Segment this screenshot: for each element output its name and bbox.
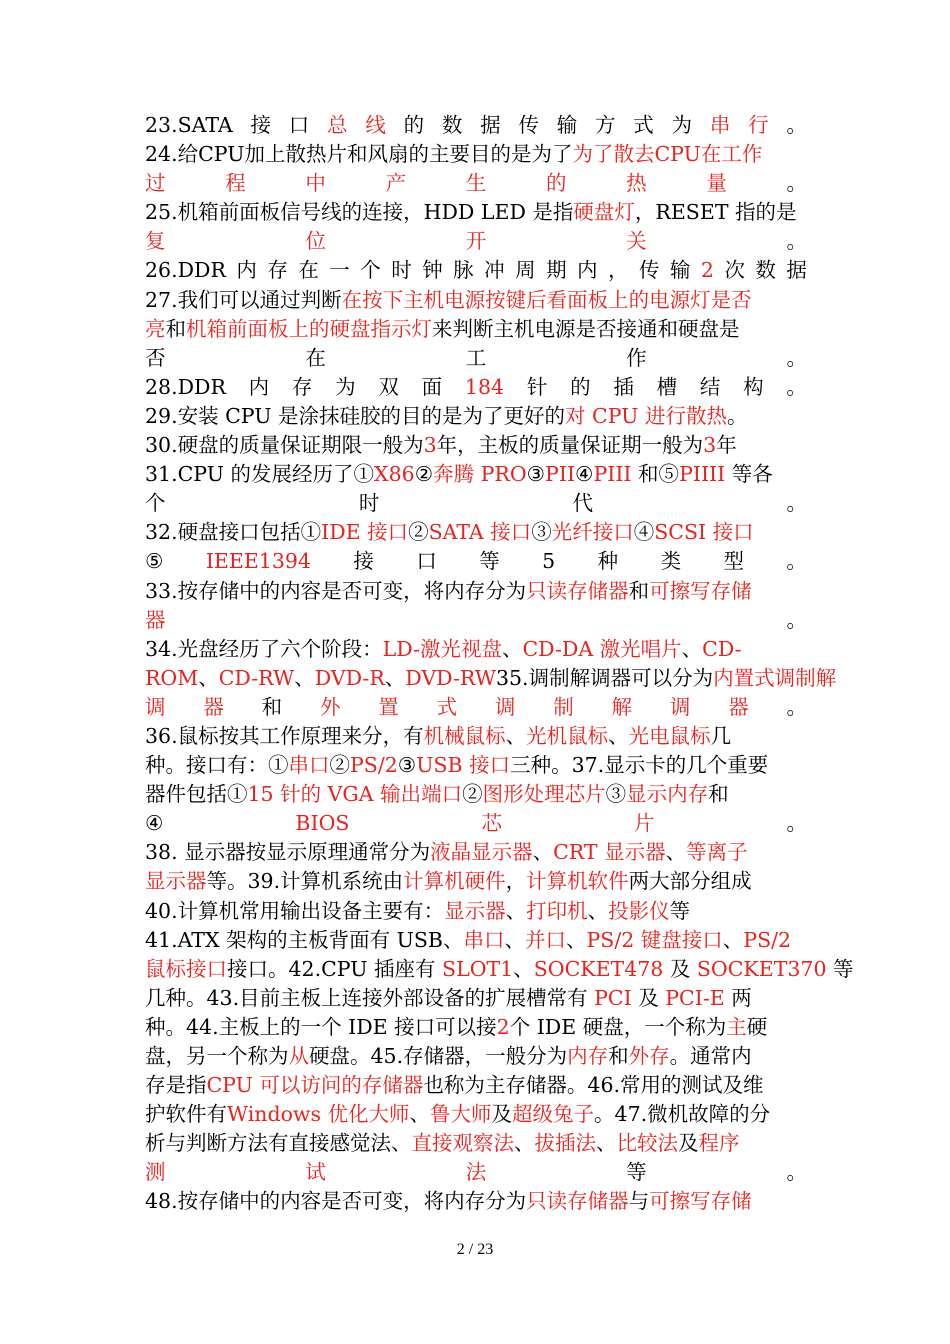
answer-text: 串口 xyxy=(288,753,330,778)
question-text: 口 xyxy=(416,549,437,574)
text-line xyxy=(145,402,807,431)
text-line xyxy=(145,1158,807,1187)
question-text: 等 xyxy=(479,549,500,574)
question-text: 。47.微机故障的分 xyxy=(594,1102,771,1127)
answer-text: 并口 xyxy=(524,927,566,952)
answer-text: 比较法 xyxy=(616,1131,678,1156)
answer-text: 显示器 xyxy=(444,898,506,923)
question-text: 次 xyxy=(724,258,745,283)
text-line xyxy=(145,1187,807,1216)
question-text: ③ xyxy=(531,520,552,545)
answer-text: PCI xyxy=(594,985,632,1010)
answer-text: 图形处理芯片 xyxy=(482,782,606,807)
answer-text: 调 xyxy=(669,694,691,719)
question-text: 种 xyxy=(597,549,619,574)
question-text: 38. 显示器按显示原理通常分为 xyxy=(145,840,431,865)
question-text: 内 xyxy=(577,258,598,283)
question-text: 。 xyxy=(786,171,807,196)
answer-text: 机械鼠标 xyxy=(423,723,506,748)
question-text: 工 xyxy=(465,345,487,370)
text-line xyxy=(145,1071,807,1100)
question-text: 输 xyxy=(556,113,578,137)
text-line xyxy=(145,169,807,198)
answer-text: 计算机硬件 xyxy=(403,869,506,894)
answer-text: SATA 接口 xyxy=(428,520,532,545)
answer-text: 器 xyxy=(203,694,224,719)
text-line xyxy=(145,693,807,722)
question-text: 传 xyxy=(518,113,539,137)
question-text: 种。44.主板上的一个 IDE 接口可以接 xyxy=(145,1014,497,1039)
question-text: 、 xyxy=(608,723,629,748)
question-text: 27.我们可以通过判断 xyxy=(145,287,342,312)
question-text: 型 xyxy=(723,549,744,574)
question-text: 。 xyxy=(726,403,748,428)
question-text: 、 xyxy=(505,723,527,748)
question-text: 接口。42.CPU 插座有 xyxy=(227,956,443,981)
answer-text: 法 xyxy=(465,1160,487,1185)
question-text: 一 xyxy=(329,258,350,283)
question-text: 。 xyxy=(786,549,807,574)
answer-text: IDE 接口 xyxy=(321,520,409,545)
question-text: 硬 xyxy=(746,1014,768,1039)
answer-text: LD-激光视盘 xyxy=(382,636,502,661)
question-text: 33.按存储中的内容是否可变，将内存分为 xyxy=(145,578,527,603)
question-text: 、 xyxy=(665,840,687,865)
question-text: 内 xyxy=(248,374,270,399)
question-text: 32.硬盘接口包括① xyxy=(145,520,322,545)
question-text: 来判断主机电源是否接通和硬盘是 xyxy=(432,316,740,341)
text-line xyxy=(145,344,807,373)
text-line xyxy=(145,1100,807,1129)
question-text: 、 xyxy=(722,927,744,952)
question-text: 、 xyxy=(505,898,527,923)
question-text: 为 xyxy=(335,374,356,399)
question-text: 双 xyxy=(378,374,399,399)
question-text: 等 xyxy=(669,898,691,923)
question-text: 40.计算机常用输出设备主要有： xyxy=(145,898,445,923)
question-text: 。 xyxy=(786,491,807,516)
answer-text: 量 xyxy=(706,171,727,196)
text-line xyxy=(145,838,807,867)
text-line xyxy=(145,722,807,751)
answer-text: 只读存储器 xyxy=(526,1189,629,1214)
question-text: 存 xyxy=(267,258,288,283)
text-line xyxy=(145,547,807,576)
text-line xyxy=(145,926,807,955)
answer-text: 开 xyxy=(465,229,487,254)
answer-text: X86 xyxy=(374,462,415,487)
question-text: 。 xyxy=(786,229,807,254)
question-text: ④ xyxy=(633,520,655,545)
text-line xyxy=(145,984,807,1013)
question-text: 25.机箱前面板信号线的连接，HDD LED 是指 xyxy=(145,200,574,225)
question-text: 析与判断方法有直接感觉法、 xyxy=(145,1131,412,1156)
question-text: ② xyxy=(462,782,483,807)
question-text: 和 xyxy=(708,782,729,807)
question-text: ， xyxy=(608,258,629,283)
question-text: 护软件有 xyxy=(145,1102,227,1127)
question-text: 与 xyxy=(628,1189,650,1214)
answer-text: 显示器 xyxy=(145,869,207,894)
question-text: 的 xyxy=(403,113,425,137)
question-text: 。 xyxy=(786,811,807,836)
answer-text: IEEE1394 xyxy=(205,549,311,574)
question-text: 及 xyxy=(678,1131,699,1156)
answer-text: 2 xyxy=(700,258,714,283)
question-text: 输 xyxy=(669,258,691,283)
answer-text: 拔插法 xyxy=(534,1131,596,1156)
answer-text: 总 xyxy=(327,113,348,137)
question-text: 、 xyxy=(504,927,525,952)
answer-text: 超级兔子 xyxy=(512,1102,595,1127)
text-line xyxy=(145,635,807,664)
question-text: ③ xyxy=(397,753,417,778)
answer-text: 打印机 xyxy=(526,898,588,923)
question-text: 31.CPU 的发展经历了① xyxy=(145,462,375,487)
question-text: 和 xyxy=(165,316,186,341)
question-text: 个 xyxy=(145,491,166,516)
question-text: 传 xyxy=(638,258,660,283)
answer-text: 热 xyxy=(626,171,647,196)
answer-text: 器 xyxy=(145,607,166,632)
question-text: ② xyxy=(414,462,434,487)
answer-text: 机箱前面板上的硬盘指示灯 xyxy=(186,316,432,341)
question-text: 存 xyxy=(291,374,313,399)
question-text: 在 xyxy=(305,345,326,370)
answer-text: 液晶显示器 xyxy=(430,840,533,865)
question-text: 等各 xyxy=(725,462,773,487)
question-text: 也称为主存储器。46.常用的测试及维 xyxy=(423,1073,764,1098)
answer-text: 内存 xyxy=(567,1044,609,1068)
question-text: 29.安装 CPU 是涂抹硅胶的目的是为了更好的 xyxy=(145,403,566,428)
question-text: ④ xyxy=(145,811,164,836)
question-text: 盘，另一个称为 xyxy=(145,1044,289,1068)
question-text: 26.DDR xyxy=(145,258,226,283)
question-text: 数 xyxy=(441,113,463,137)
answer-text: 为了散去CPU在工作 xyxy=(572,142,763,167)
question-text: ③ xyxy=(526,462,546,487)
answer-text: 15 针的 VGA 输出端口 xyxy=(247,782,463,807)
question-text: 及 xyxy=(631,985,666,1010)
question-text: 、 xyxy=(384,665,406,690)
answer-text: 解 xyxy=(611,694,632,719)
text-line xyxy=(145,489,807,518)
question-text: 24.给CPU加上散热片和风扇的主要目的是为了 xyxy=(145,142,573,167)
answer-text: PIII xyxy=(593,462,632,487)
question-text: 类 xyxy=(660,549,682,574)
question-text: 。 xyxy=(786,607,807,632)
question-text: 、 xyxy=(513,956,534,981)
page-number: 2 / 23 xyxy=(456,1241,494,1258)
answer-text: 184 xyxy=(464,374,505,399)
answer-text: 复 xyxy=(145,229,166,254)
text-line xyxy=(145,373,807,402)
text-line xyxy=(145,577,807,606)
question-text: 等。39.计算机系统由 xyxy=(206,869,404,894)
question-text: 。 xyxy=(786,345,807,370)
text-line xyxy=(145,867,807,896)
answer-text: 位 xyxy=(305,229,326,254)
question-text: 据 xyxy=(480,113,501,137)
question-text: 、 xyxy=(501,636,523,661)
question-text: 、 xyxy=(514,1131,535,1156)
question-text: 、 xyxy=(681,636,703,661)
question-text: 、 xyxy=(198,665,219,690)
answer-text: 投影仪 xyxy=(608,898,670,923)
text-line xyxy=(145,111,807,140)
text-line xyxy=(145,809,807,838)
answer-text: PIIII xyxy=(679,462,726,487)
answer-text: CD-RW xyxy=(218,665,295,690)
answer-text: 程 xyxy=(225,171,246,196)
question-text: 时 xyxy=(391,258,412,283)
answer-text: 显示内存 xyxy=(626,782,709,807)
answer-text: 鼠标接口 xyxy=(145,956,227,981)
question-text: 否 xyxy=(145,345,166,370)
question-text: 几 xyxy=(710,723,732,748)
question-text: 。 xyxy=(786,374,807,399)
answer-text: 3 xyxy=(423,433,437,458)
question-text: 内 xyxy=(236,258,257,283)
answer-text: 光纤接口 xyxy=(551,520,634,545)
answer-text: 过 xyxy=(145,171,166,196)
text-line xyxy=(145,315,807,344)
answer-text: 光机鼠标 xyxy=(526,723,609,748)
answer-text: 等离子 xyxy=(686,840,748,865)
answer-text: 亮 xyxy=(145,316,166,341)
question-text: 在 xyxy=(298,258,319,283)
answer-text: 可擦写存储 xyxy=(649,578,752,603)
question-text: 、 xyxy=(587,898,609,923)
answer-text: USB 接口 xyxy=(416,753,511,778)
question-text: 据 xyxy=(786,258,807,283)
answer-text: 生 xyxy=(465,171,487,196)
answer-text: CD-DA 激光唱片 xyxy=(522,636,682,661)
question-text: 期 xyxy=(546,258,567,283)
answer-text: CPU 可以访问的存储器 xyxy=(206,1073,424,1098)
answer-text: 测 xyxy=(145,1160,166,1185)
question-text: 结 xyxy=(699,374,721,399)
text-line xyxy=(145,431,807,460)
answer-text: SLOT1 xyxy=(442,956,514,981)
answer-text: 片 xyxy=(633,811,655,836)
question-text: 36.鼠标按其工作原理来分，有 xyxy=(145,723,424,748)
answer-text: 外 xyxy=(319,694,341,719)
question-text: 的 xyxy=(570,374,591,399)
question-text: 口 xyxy=(288,113,310,137)
question-text: 、 xyxy=(565,927,587,952)
answer-text: 试 xyxy=(305,1160,326,1185)
question-text: 。 xyxy=(786,1160,807,1185)
answer-text: 奔腾 PRO xyxy=(433,462,527,487)
document-body xyxy=(145,111,854,1217)
answer-text: 只读存储器 xyxy=(526,578,629,603)
question-text: 个 xyxy=(360,258,381,283)
answer-text: 调 xyxy=(494,694,516,719)
question-text: 三种。37.显示卡的几个重要 xyxy=(510,753,769,778)
text-line xyxy=(145,286,807,315)
question-text: 48.按存储中的内容是否可变，将内存分为 xyxy=(145,1189,527,1214)
answer-text: DVD-RW xyxy=(405,665,496,690)
answer-text: 外存 xyxy=(628,1044,670,1068)
text-line xyxy=(145,751,807,780)
question-text: ② xyxy=(329,753,350,778)
answer-text: CRT 显示器 xyxy=(553,840,666,865)
question-text: 、 xyxy=(596,1131,617,1156)
question-text: 存是指 xyxy=(145,1073,207,1098)
answer-text: 主 xyxy=(726,1014,747,1039)
question-text: 插 xyxy=(613,374,634,399)
answer-text: SOCKET370 xyxy=(696,956,827,981)
text-line xyxy=(145,227,807,256)
answer-text: 器 xyxy=(728,694,749,719)
question-text: 及 xyxy=(491,1102,513,1127)
answer-text: CD- xyxy=(702,636,742,661)
text-line xyxy=(145,256,807,285)
answer-text: 对 CPU 进行散热 xyxy=(565,403,727,428)
answer-text: 调 xyxy=(145,694,166,719)
question-text: 和⑤ xyxy=(631,462,680,487)
text-line xyxy=(145,1013,807,1042)
answer-text: 式 xyxy=(436,694,458,719)
question-text: ⑤ xyxy=(145,549,164,574)
answer-text: 的 xyxy=(545,171,567,196)
answer-text: SOCKET478 xyxy=(533,956,664,981)
answer-text: PS/2 键盘接口 xyxy=(586,927,723,952)
answer-text: 3 xyxy=(703,433,717,458)
question-text: 几种。43.目前主板上连接外部设备的扩展槽常有 xyxy=(145,985,595,1010)
question-text: 35.调制解调器可以分为 xyxy=(495,665,714,690)
question-text: 、 xyxy=(294,665,315,690)
question-text: 34.光盘经历了六个阶段： xyxy=(145,636,383,661)
answer-text: SCSI 接口 xyxy=(654,520,754,545)
text-line xyxy=(145,1042,807,1071)
question-text: 针 xyxy=(526,374,548,399)
question-text: 面 xyxy=(421,374,443,399)
text-line xyxy=(145,780,807,809)
question-text: ③ xyxy=(605,782,627,807)
question-text: 脉 xyxy=(453,258,474,283)
text-line xyxy=(145,518,807,547)
answer-text: PS/2 xyxy=(743,927,792,952)
question-text: 接 xyxy=(250,113,271,137)
answer-text: 硬盘灯 xyxy=(573,200,635,225)
question-text: ② xyxy=(408,520,429,545)
answer-text: 行 xyxy=(748,113,769,137)
question-text: 等 xyxy=(826,956,854,981)
question-text: ④ xyxy=(575,462,594,487)
answer-text: 置 xyxy=(378,694,399,719)
answer-text: DVD-R xyxy=(314,665,385,690)
question-text: 时 xyxy=(358,491,380,516)
answer-text: 从 xyxy=(288,1044,309,1068)
question-text: 器件包括① xyxy=(145,782,248,807)
answer-text: 制 xyxy=(553,694,574,719)
answer-text: 内置式调制解 xyxy=(713,665,837,690)
question-text: 。 xyxy=(786,694,807,719)
question-text: 槽 xyxy=(656,374,678,399)
question-text: 为 xyxy=(671,113,693,137)
text-line xyxy=(145,955,854,984)
question-text: 、 xyxy=(409,1102,431,1127)
question-text: 、 xyxy=(532,840,554,865)
text-line xyxy=(145,140,807,169)
answer-text: 2 xyxy=(496,1014,510,1039)
question-text: 23.SATA xyxy=(145,113,233,137)
question-text: ，RESET 指的是 xyxy=(634,200,797,225)
answer-text: 关 xyxy=(626,229,647,254)
question-text: 代 xyxy=(572,491,594,516)
text-line xyxy=(145,606,807,635)
question-text: 28.DDR xyxy=(145,374,226,399)
question-text: 钟 xyxy=(422,258,443,283)
answer-text: ROM xyxy=(145,665,199,690)
question-text: 接 xyxy=(353,549,374,574)
answer-text: 可擦写存储 xyxy=(649,1189,752,1214)
question-text: 年，主板的质量保证期一般为 xyxy=(436,433,704,458)
question-text: 30.硬盘的质量保证期限一般为 xyxy=(145,433,424,458)
question-text: 硬盘。45.存储器，一般分为 xyxy=(309,1044,568,1068)
question-text: 数 xyxy=(755,258,776,283)
text-line xyxy=(145,1129,807,1158)
answer-text: 程序 xyxy=(698,1131,740,1156)
question-text: 等 xyxy=(626,1160,647,1185)
answer-text: 中 xyxy=(305,171,326,196)
answer-text: 直接观察法 xyxy=(411,1131,514,1156)
answer-text: 产 xyxy=(385,171,407,196)
answer-text: 线 xyxy=(365,113,386,137)
answer-text: 计算机软件 xyxy=(526,869,629,894)
answer-text: 在按下主机电源按键后看面板上的电源灯是否 xyxy=(341,287,752,312)
question-text: 和 xyxy=(608,1044,629,1068)
question-text: 年 xyxy=(716,433,737,458)
text-line xyxy=(145,664,837,693)
answer-text: PCI-E xyxy=(665,985,725,1010)
answer-text: BIOS xyxy=(295,811,350,836)
question-text: 作 xyxy=(626,345,647,370)
text-line xyxy=(145,460,807,489)
question-text: 式 xyxy=(633,113,654,137)
question-text: 周 xyxy=(515,258,536,283)
answer-text: 鲁大师 xyxy=(430,1102,492,1127)
answer-text: 光电鼠标 xyxy=(628,723,711,748)
question-text: 及 xyxy=(663,956,697,981)
question-text: 和 xyxy=(628,578,650,603)
question-text: 和 xyxy=(261,694,283,719)
text-line xyxy=(145,897,807,926)
answer-text: PS/2 xyxy=(350,753,398,778)
text-line xyxy=(145,198,807,227)
answer-text: Windows 优化大师 xyxy=(227,1102,410,1127)
answer-text: 串口 xyxy=(463,927,505,952)
question-text: 5 xyxy=(542,549,556,574)
question-text: 构 xyxy=(743,374,764,399)
question-text: 方 xyxy=(595,113,616,137)
question-text: ， xyxy=(505,869,527,894)
question-text: 41.ATX 架构的主板背面有 USB、 xyxy=(145,927,464,952)
answer-text: 串 xyxy=(709,113,731,137)
question-text: 个 IDE 硬盘，一个称为 xyxy=(509,1014,727,1039)
question-text: 两 xyxy=(724,985,752,1010)
question-text: 。 xyxy=(786,113,807,137)
question-text: 两大部分组成 xyxy=(628,869,752,894)
question-text: 冲 xyxy=(484,258,505,283)
question-text: 种。接口有：① xyxy=(145,753,289,778)
question-text: 。通常内 xyxy=(669,1044,752,1068)
answer-text: 芯 xyxy=(481,811,502,836)
answer-text: PII xyxy=(545,462,576,487)
